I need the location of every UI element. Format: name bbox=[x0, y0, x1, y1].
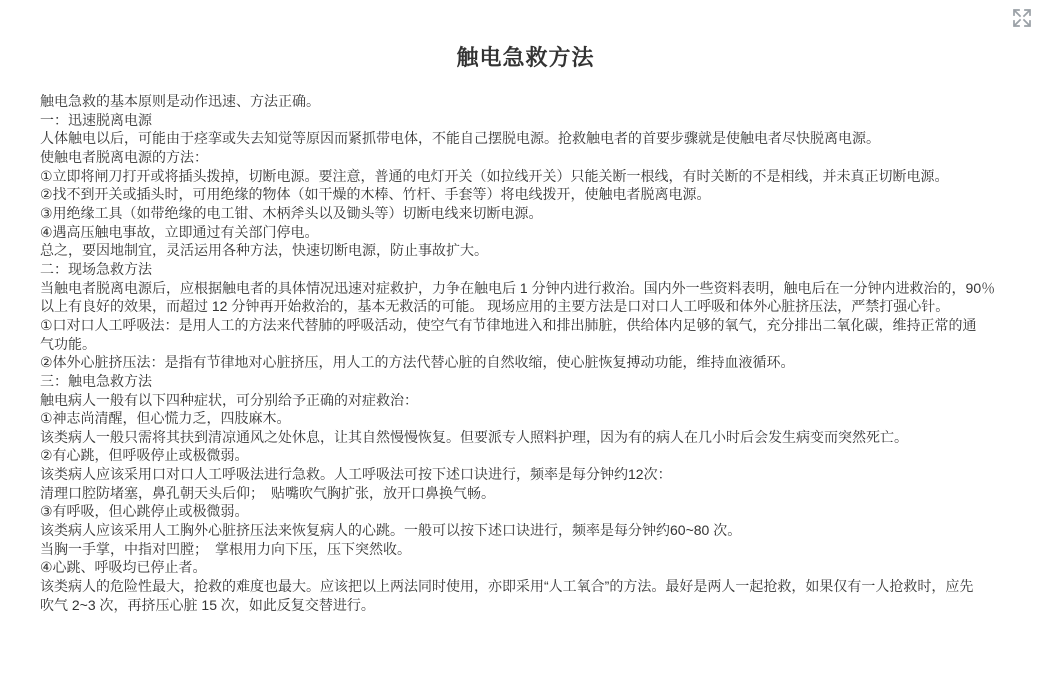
text-line: ④心跳、呼吸均已停止者。 bbox=[40, 559, 207, 576]
text-line: ②找不到开关或插头时，可用绝缘的物体（如干燥的木棒、竹杆、手套等）将电线拨开，使触电者脱离电源。 bbox=[40, 186, 711, 203]
text-line: 该类病人的危险性最大，抢救的难度也最大。应该把以上两法同时使用，亦即采用“人工氧合”的方法。最好是两人一起抢救，如果仅有一人抢救时，应先 bbox=[40, 578, 974, 595]
page-title: 触电急救方法 bbox=[456, 45, 595, 70]
text-line: ②有心跳，但呼吸停止或极微弱。 bbox=[40, 447, 249, 464]
text-line: 人体触电以后，可能由于痉挛或失去知觉等原因而紧抓带电体，不能自己摆脱电源。抢救触电者的首要步骤就是使触电者尽快脱离电源。 bbox=[40, 130, 880, 147]
text-line: ③用绝缘工具（如带绝缘的电工钳、木柄斧头以及锄头等）切断电线来切断电源。 bbox=[40, 204, 543, 221]
text-line: 以上有良好的效果，而超过 12 分钟再开始救治的，基本无救活的可能。 现场应用的主要方法是口对口人工呼吸和体外心脏挤压法，严禁打强心针。 bbox=[40, 298, 950, 315]
text-line: 当胸一手掌，中指对凹膛； 掌根用力向下压，压下突然收。 bbox=[40, 540, 411, 557]
text-line: ①立即将闸刀打开或将插头拨掉，切断电源。要注意，普通的电灯开关（如拉线开关）只能关断一根线，有时关断的不是相线，并未真正切断电源。 bbox=[40, 167, 949, 184]
text-line: 当触电者脱离电源后，应根据触电者的具体情况迅速对症救护，力争在触电后 1 分钟内进行救治。国内外一些资料表明，触电后在一分钟内进救治的，90％ bbox=[40, 279, 996, 296]
text-line: 该类病人一般只需将其扶到清凉通风之处休息，让其自然慢慢恢复。但要派专人照料护理，因为有的病人在几小时后会发生病变而突然死亡。 bbox=[40, 428, 908, 445]
text-line: 清理口腔防堵塞，鼻孔朝天头后仰； 贴嘴吹气胸扩张，放开口鼻换气畅。 bbox=[40, 484, 495, 501]
document-body bbox=[40, 92, 1023, 614]
text-line: 吹气 2~3 次，再挤压心脏 15 次，如此反复交替进行。 bbox=[40, 596, 375, 613]
text-line: 触电急救的基本原则是动作迅速、方法正确。 bbox=[40, 93, 320, 109]
text-line: 该类病人应该采用人工胸外心脏挤压法来恢复病人的心跳。一般可以按下述口诀进行，频率是每分钟约60~80 次。 bbox=[40, 522, 742, 539]
text-line: 该类病人应该采用口对口人工呼吸法进行急救。人工呼吸法可按下述口诀进行，频率是每分钟约12次： bbox=[40, 466, 672, 483]
text-line: 总之，要因地制宜，灵活运用各种方法，快速切断电源，防止事故扩大。 bbox=[40, 242, 488, 259]
text-line: ②体外心脏挤压法：是指有节律地对心脏挤压，用人工的方法代替心脏的自然收缩，使心脏恢复搏动功能，维持血液循环。 bbox=[40, 354, 795, 371]
text-line: 使触电者脱离电源的方法： bbox=[40, 148, 208, 165]
text-line: 气功能。 bbox=[40, 335, 96, 352]
text-line: ①神志尚清醒，但心慌力乏，四肢麻木。 bbox=[40, 410, 291, 427]
text-line: 一：迅速脱离电源 bbox=[40, 111, 152, 128]
text-line: 三：触电急救方法 bbox=[40, 372, 152, 389]
text-line: ④遇高压触电事故，立即通过有关部门停电。 bbox=[40, 223, 319, 240]
fullscreen-expand-icon bbox=[1012, 8, 1032, 28]
fullscreen-button[interactable] bbox=[1012, 8, 1032, 28]
text-line: ①口对口人工呼吸法：是用人工的方法来代替肺的呼吸活动，使空气有节律地进入和排出肺脏，供给体内足够的氧气，充分排出二氧化碳，维持正常的通 bbox=[40, 316, 977, 333]
text-line: 触电病人一般有以下四种症状，可分别给予正确的对症救治： bbox=[40, 391, 418, 408]
text-line: ③有呼吸，但心跳停止或极微弱。 bbox=[40, 503, 249, 520]
text-line: 二：现场急救方法 bbox=[40, 260, 152, 277]
